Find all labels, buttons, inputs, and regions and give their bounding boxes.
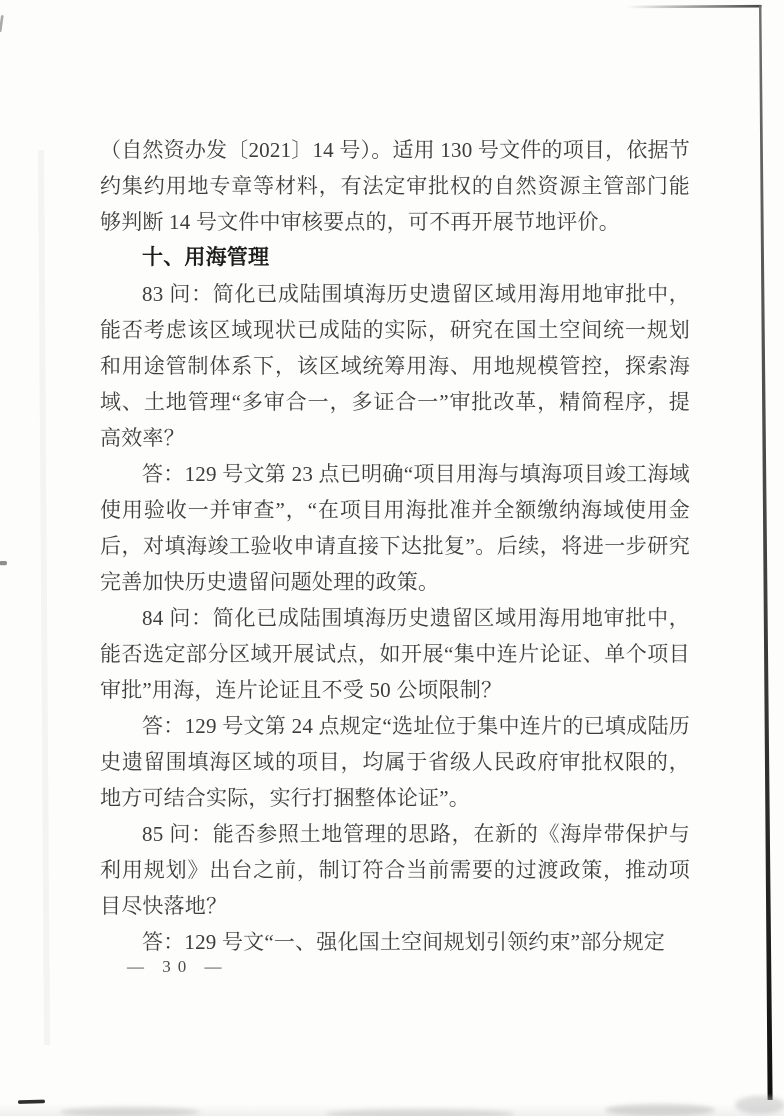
answer-85: 答：129 号文“一、强化国土空间规划引领约束”部分规定 — [142, 930, 665, 954]
scan-crease — [41, 150, 47, 1045]
section-heading: 十、用海管理 — [142, 246, 270, 269]
scan-right-edge-line — [759, 6, 773, 1101]
scan-left-tick-top — [0, 15, 4, 32]
question-84: 84 问：简化已成陆围填海历史遗留区域用海用地审批中，能否选定部分区域开展试点，如开展“集中连片论证、单个项目审批”用海，连片论证且不受 50 公顷限制？ — [100, 606, 690, 702]
scan-left-tick-mid — [0, 561, 7, 565]
answer-83: 答：129 号文第 23 点已明确“项目用海与填海项目竣工海域使用验收一并审查”，“在项目用海批准并全额缴纳海域使用金后，对填海竣工验收申请直接下达批复”。后续，将进一步研究完善加快历史遗留问题处理的政策。 — [100, 462, 690, 594]
question-85: 85 问：能否参照土地管理的思路，在新的《海岸带保护与利用规划》出台之前，制订符合当前需要的过渡政策，推动项目尽快落地？ — [100, 822, 690, 918]
page-number: — 30 — — [127, 957, 229, 976]
scan-bottom-shade — [0, 1104, 784, 1116]
question-83: 83 问：简化已成陆围填海历史遗留区域用海用地审批中，能否考虑该区域现状已成陆的实际，研究在国土空间统一规划和用途管制体系下，该区域统筹用海、用地规模管控，探索海域、土地管理“多审合一，多证合一”审批改革，精简程序，提高效率？ — [100, 282, 690, 450]
answer-84: 答：129 号文第 24 点规定“选址位于集中连片的已填成陆历史遗留围填海区域的项目，均属于省级人民政府审批权限的，地方可结合实际，实行打捆整体论证”。 — [100, 714, 690, 810]
paragraph-continuation: （自然资办发〔2021〕14 号）。适用 130 号文件的项目，依据节约集约用地专章等材料，有法定审批权的自然资源主管部门能够判断 14 号文件中审核要点的，可不再开展节地评价。 — [100, 138, 690, 234]
document-body — [100, 132, 690, 960]
scan-top-edge-line — [626, 6, 761, 7]
